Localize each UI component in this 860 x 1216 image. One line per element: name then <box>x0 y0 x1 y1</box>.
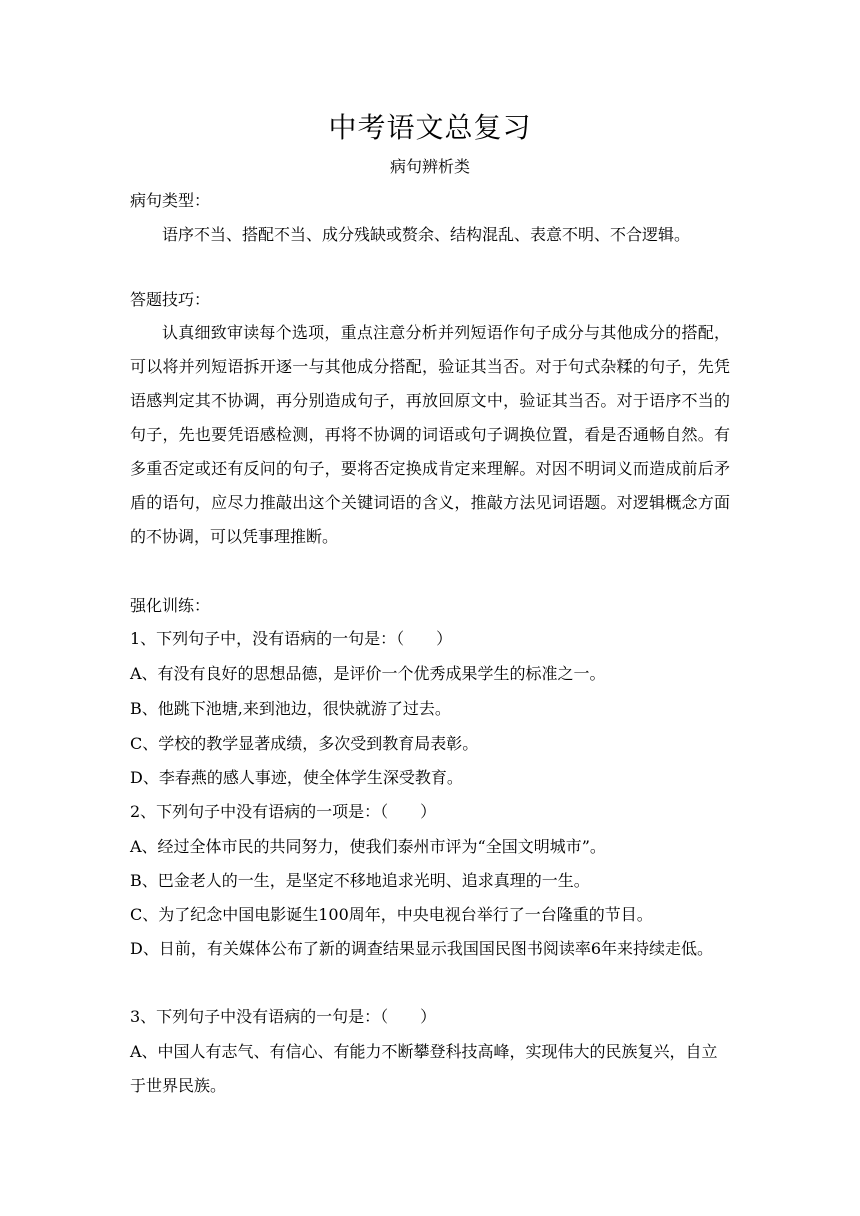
section-heading-types: 病句类型： <box>130 191 211 210</box>
question-option: A、有没有良好的思想品德，是评价一个优秀成果学生的标准之一。 <box>130 664 606 683</box>
question-option: B、他跳下池塘,来到池边，很快就游了过去。 <box>130 699 451 718</box>
document-title: 中考语文总复习 <box>328 111 532 144</box>
types-text: 语序不当、搭配不当、成分残缺或赘余、结构混乱、表意不明、不合逻辑。 <box>162 225 691 244</box>
question-option: C、学校的教学显著成绩，多次受到教育局表彰。 <box>130 734 479 753</box>
question-option: B、巴金老人的一生，是坚定不移地追求光明、追求真理的一生。 <box>130 871 590 890</box>
question-option: D、李春燕的感人事迹，使全体学生深受教育。 <box>130 768 463 787</box>
tips-paragraph: 认真细致审读每个选项，重点注意分析并列短语作句子成分与其他成分的搭配，可以将并列短语拆开逐一与其他成分搭配，验证其当否。对于句式杂糅的句子，先凭语感判定其不协调，再分别造成句子，再放回原文中，验证其当否。对于语序不当的句子，先也要凭语感检测，再将不协调的词语或句子调换位置，看是否通畅自然。有多重否定或还有反问的句子，要将否定换成肯定来理解。对因不明词义而造成前后矛盾的语句，应尽力推敲出这个关键词语的含义，推敲方法见词语题。对逻辑概念方面的不协调，可以凭事理推断。 <box>130 323 730 546</box>
question-option: A、中国人有志气、有信心、有能力不断攀登科技高峰，实现伟大的民族复兴，自立于世界民族。 <box>130 1042 718 1095</box>
question-stem: 2、下列句子中没有语病的一项是：（ ） <box>130 802 437 821</box>
question-option: D、日前，有关媒体公布了新的调查结果显示我国国民图书阅读率6年来持续走低。 <box>130 939 714 958</box>
question-option: C、为了纪念中国电影诞生100周年，中央电视台举行了一台隆重的节目。 <box>130 905 653 924</box>
question-option: A、经过全体市民的共同努力，使我们泰州市评为“全国文明城市”。 <box>130 837 606 856</box>
question-stem: 3、下列句子中没有语病的一句是：（ ） <box>130 1007 437 1026</box>
section-heading-practice: 强化训练： <box>130 596 211 615</box>
section-heading-tips: 答题技巧： <box>130 290 211 309</box>
question-stem: 1、下列句子中，没有语病的一句是：（ ） <box>130 629 453 648</box>
document-subtitle: 病句辨析类 <box>389 157 470 176</box>
